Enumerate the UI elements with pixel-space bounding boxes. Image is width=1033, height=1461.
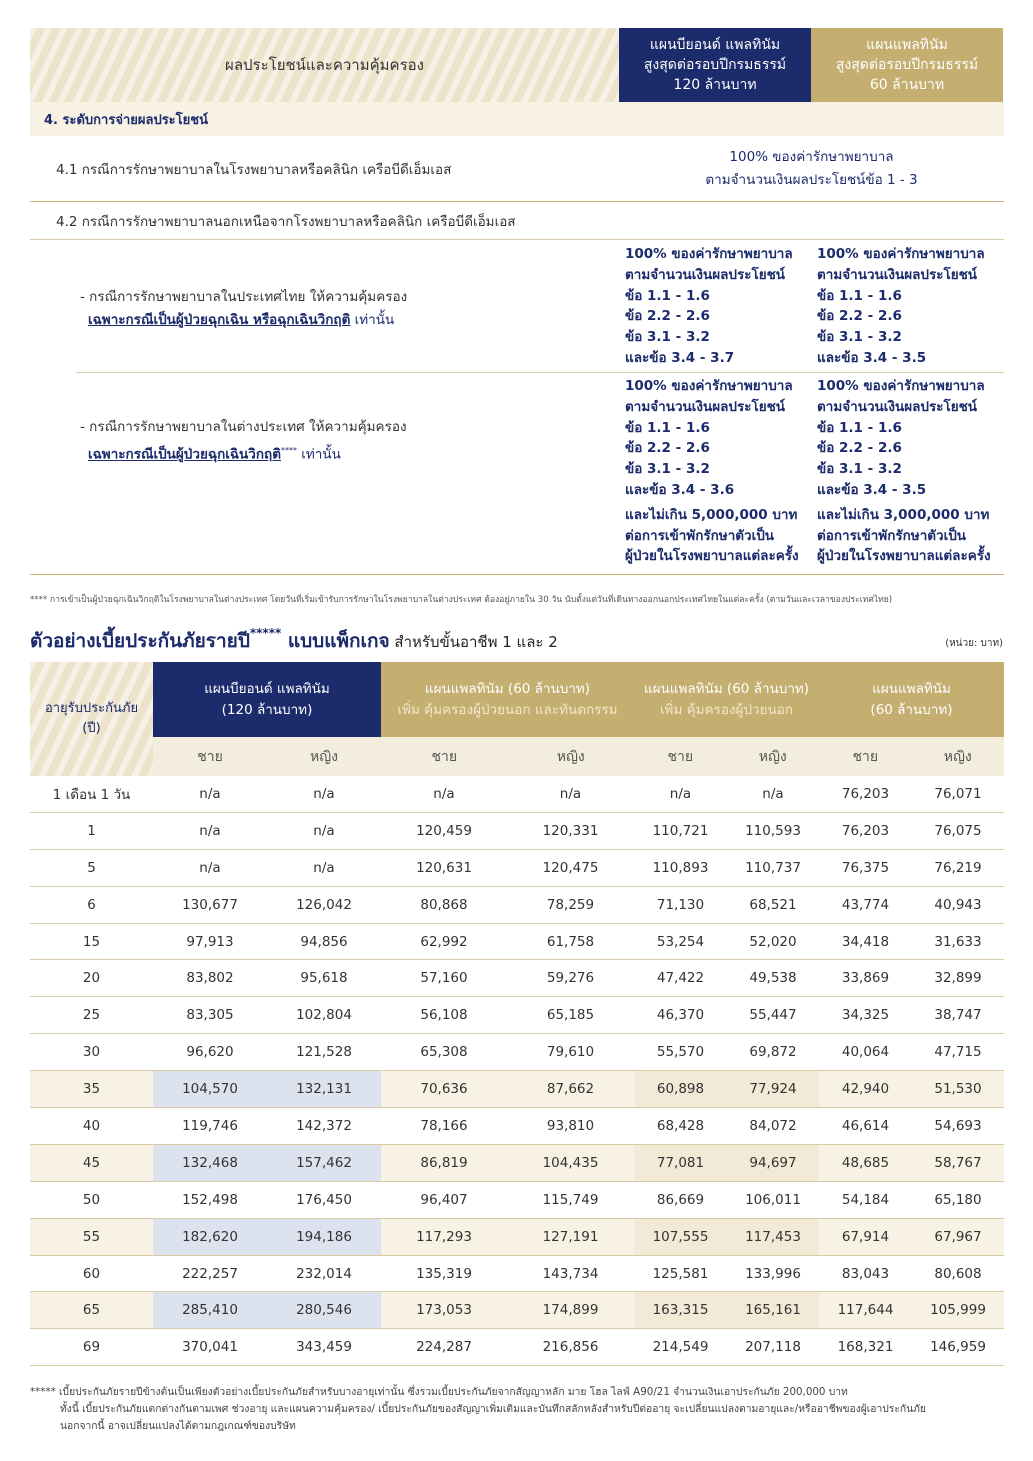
age-header: อายุรับประกันภัย (ปี) <box>30 662 153 776</box>
plan-platinum-header: แผนแพลทินัม สูงสุดต่อรอบปีกรมธรรม์ 60 ล้านบาท <box>811 28 1003 102</box>
table-row <box>30 1256 1004 1293</box>
premium-cell: 120,475 <box>542 859 599 876</box>
premium-cell: 48,685 <box>819 1145 912 1181</box>
premium-cell: 104,570 <box>153 1071 267 1107</box>
premium-cell: 59,276 <box>546 970 595 987</box>
thailand-plan2-detail: 100% ของค่ารักษาพยาบาล ตามจำนวนเงินผลประโยชน์ ข้อ 1.1 - 1.6 ข้อ 2.2 - 2.6 ข้อ 3.1 - 3.2 และข้อ 3.4 - 3.5 <box>817 246 985 366</box>
premium-table-body <box>30 776 1004 1366</box>
premium-cell: 43,774 <box>841 896 890 913</box>
premium-cell: 55,570 <box>656 1044 705 1061</box>
premium-cell: 232,014 <box>296 1265 352 1282</box>
premium-cell: 125,581 <box>652 1265 709 1282</box>
premium-cell: 224,287 <box>416 1339 472 1356</box>
premium-cell: 120,331 <box>542 822 599 839</box>
table-row <box>30 1292 1004 1329</box>
female-header: หญิง <box>310 748 338 765</box>
female-header: หญิง <box>556 748 585 765</box>
premium-cell: 76,203 <box>841 785 890 802</box>
table-row <box>30 1145 1004 1182</box>
age-cell: 50 <box>82 1191 101 1208</box>
premium-cell: 53,254 <box>656 933 705 950</box>
premium-cell: 95,618 <box>300 970 348 987</box>
premium-cell: 67,914 <box>819 1219 912 1255</box>
premium-cell: 62,992 <box>420 933 468 950</box>
premium-cell: 31,633 <box>934 933 982 950</box>
unit-label: (หน่วย: บาท) <box>945 638 1003 649</box>
premium-cell: 76,075 <box>934 822 982 839</box>
premium-cell: 280,546 <box>267 1292 381 1328</box>
age-cell: 6 <box>87 896 96 913</box>
premium-cell: 68,428 <box>656 1117 705 1134</box>
premium-cell: 56,108 <box>420 1007 468 1024</box>
premium-cell: 86,819 <box>381 1145 507 1181</box>
age-cell: 15 <box>82 933 101 950</box>
premium-cell: 86,669 <box>656 1191 705 1208</box>
premium-header <box>30 662 1004 776</box>
abroad-coverage-condition: เฉพาะกรณีเป็นผู้ป่วยฉุกเฉินวิกฤติ <box>88 446 281 463</box>
thailand-coverage-row: - กรณีการรักษาพยาบาลในประเทศไทย ให้ความคุ้มครอง เฉพาะกรณีเป็นผู้ป่วยฉุกเฉิน หรือฉุกเฉินวิกฤติ เท่านั้น 100% ของค่ารักษาพยาบาล ตามจำนวนเงินผลประโยชน์ ข้อ 1.1 - 1.6 ข้อ 2.2 - 2.6 ข้อ 3.1 - 3.2 และข้อ 3.4 - 3.7 100% ของค่ารักษาพยาบาล ตามจำนวนเงินผลประโยชน์ ข้อ 1.1 - 1.6 ข้อ 2.2 - 2.6 ข้อ 3.1 - 3.2 และข้อ 3.4 - 3.5 <box>30 240 1004 373</box>
premium-title: ตัวอย่างเบี้ยประกันภัยรายปี***** แบบแพ็กเกจ สำหรับขั้นอาชีพ 1 และ 2 <box>30 626 558 652</box>
age-cell: 1 <box>87 822 96 839</box>
thailand-coverage-condition: เฉพาะกรณีเป็นผู้ป่วยฉุกเฉิน หรือฉุกเฉินวิกฤติ <box>88 311 351 328</box>
premium-cell: 54,693 <box>934 1117 982 1134</box>
premium-table <box>30 662 1004 1366</box>
age-cell: 35 <box>30 1071 153 1107</box>
premium-cell: 173,053 <box>381 1292 507 1328</box>
premium-cell: 102,804 <box>296 1007 352 1024</box>
premium-cell: n/a <box>313 859 335 876</box>
group-platinum-opd-dental: แผนแพลทินัม (60 ล้านบาท) เพิ่ม คุ้มครองผู้ป่วยนอก และทันตกรรม ชาย หญิง <box>381 662 634 776</box>
premium-cell: n/a <box>669 785 692 802</box>
premium-cell: 343,459 <box>296 1339 352 1356</box>
table-row <box>30 1071 1004 1108</box>
premium-cell: 58,767 <box>912 1145 1004 1181</box>
benefits-footnote: **** การเข้าเป็นผู้ป่วยฉุกเฉินวิกฤติในโรงพยาบาลในต่างประเทศ โดยวันที่เริ่มเข้ารับการรักษาในโรงพยาบาลในต่างประเทศ ต้องอยู่ภายใน 30 วัน นับตั้งแต่วันที่เดินทางออกนอกประเทศไทยในแต่ละครั้ง (ตามวันและเวลาของประเทศไทย) <box>30 595 893 605</box>
premium-cell: 84,072 <box>749 1117 797 1134</box>
premium-cell: 38,747 <box>934 1007 982 1024</box>
premium-cell: 70,636 <box>381 1071 507 1107</box>
premium-cell: 52,020 <box>749 933 797 950</box>
premium-cell: 96,407 <box>420 1191 468 1208</box>
premium-cell: 40,064 <box>841 1044 890 1061</box>
item-4-2-label: 4.2 กรณีการรักษาพยาบาลนอกเหนือจากโรงพยาบาลหรือคลินิก เครือบีดีเอ็มเอส <box>30 202 1004 240</box>
female-header: หญิง <box>758 748 787 765</box>
premium-cell: 65,185 <box>546 1007 595 1024</box>
table-row <box>30 850 1004 887</box>
premium-cell: 42,940 <box>819 1071 912 1107</box>
premium-cell: 83,802 <box>186 970 234 987</box>
premium-cell: 46,370 <box>656 1007 705 1024</box>
section-4-title: 4. ระดับการจ่ายผลประโยชน์ <box>30 102 1004 136</box>
age-cell: 55 <box>30 1219 153 1255</box>
premium-cell: 152,498 <box>182 1191 238 1208</box>
premium-cell: 94,697 <box>727 1145 819 1181</box>
benefits-header-title: ผลประโยชน์และความคุ้มครอง <box>30 28 619 102</box>
premium-footnote: ***** เบี้ยประกันภัยรายปีข้างต้นเป็นเพียงตัวอย่างเบี้ยประกันภัยสำหรับบางอายุเท่านั้น ซึ่งรวมเบี้ยประกันภัยจากสัญญาหลัก มาย โฮล ไลฟ์ A90/21 จำนวนเงินเอาประกันภัย 200,000 บาท ทั้งนี้ เบี้ยประกันภัยแตกต่างกันตามเพศ ช่วงอายุ และแผนความคุ้มครอง/ เบี้ยประกันภัยของสัญญาเพิ่มเติมและบันทึกสลักหลังสำหรับปีต่ออายุ จะเปลี่ยนแปลงตามอายุและ/หรืออาชีพของผู้เอาประกันภัย นอกจากนี้ อาจเปลี่ยนแปลงได้ตามกฎเกณฑ์ของบริษัท <box>30 1386 926 1432</box>
benefits-header <box>30 28 1004 102</box>
premium-cell: 176,450 <box>296 1191 352 1208</box>
premium-cell: 120,631 <box>416 859 472 876</box>
premium-cell: 165,161 <box>727 1292 819 1328</box>
age-cell: 40 <box>82 1117 101 1134</box>
male-header: ชาย <box>431 748 458 765</box>
premium-cell: 110,721 <box>652 822 709 839</box>
premium-cell: 80,868 <box>420 896 468 913</box>
abroad-coverage-row: - กรณีการรักษาพยาบาลในต่างประเทศ ให้ความคุ้มครอง เฉพาะกรณีเป็นผู้ป่วยฉุกเฉินวิกฤติ**** เท่านั้น 100% ของค่ารักษาพยาบาล ตามจำนวนเงินผลประโยชน์ ข้อ 1.1 - 1.6 ข้อ 2.2 - 2.6 ข้อ 3.1 - 3.2 และข้อ 3.4 - 3.6 และไม่เกิน 5,000,000 บาท ต่อการเข้าพักรักษาตัวเป็น ผู้ป่วยในโรงพยาบาลแต่ละครั้ง 100% ของค่ารักษาพยาบาล ตามจำนวนเงินผลประโยชน์ ข้อ 1.1 - 1.6 ข้อ 2.2 - 2.6 ข้อ 3.1 - 3.2 และข้อ 3.4 - 3.5 และไม่เกิน 3,000,000 บาท ต่อการเข้าพักรักษาตัวเป็น ผู้ป่วยในโรงพยาบาลแต่ละครั้ง <box>30 373 1004 575</box>
male-header: ชาย <box>852 748 879 765</box>
table-row <box>30 997 1004 1034</box>
age-cell: 60 <box>82 1265 101 1282</box>
abroad-plan1-detail: 100% ของค่ารักษาพยาบาล ตามจำนวนเงินผลประโยชน์ ข้อ 1.1 - 1.6 ข้อ 2.2 - 2.6 ข้อ 3.1 - 3.2 และข้อ 3.4 - 3.6 และไม่เกิน 5,000,000 บาท ต่อการเข้าพักรักษาตัวเป็น ผู้ป่วยในโรงพยาบาลแต่ละครั้ง <box>625 378 799 565</box>
premium-cell: n/a <box>762 785 784 802</box>
premium-cell: 65,180 <box>934 1191 982 1208</box>
premium-cell: n/a <box>559 785 582 802</box>
premium-cell: 76,203 <box>841 822 890 839</box>
premium-cell: n/a <box>199 822 221 839</box>
age-cell: 1 เดือน 1 วัน <box>52 786 131 803</box>
thailand-coverage-label: - กรณีการรักษาพยาบาลในประเทศไทย ให้ความคุ้มครอง <box>80 288 408 305</box>
male-header: ชาย <box>667 748 694 765</box>
group-platinum: แผนแพลทินัม (60 ล้านบาท) ชาย หญิง <box>819 662 1004 776</box>
premium-cell: 105,999 <box>912 1292 1004 1328</box>
premium-cell: 47,715 <box>934 1044 982 1061</box>
group-platinum-opd: แผนแพลทินัม (60 ล้านบาท) เพิ่ม คุ้มครองผู้ป่วยนอก ชาย หญิง <box>634 662 819 776</box>
benefits-table <box>30 28 1004 575</box>
premium-cell: 34,325 <box>841 1007 890 1024</box>
premium-cell: 60,898 <box>634 1071 727 1107</box>
table-row <box>30 1182 1004 1219</box>
premium-cell: 97,913 <box>186 933 234 950</box>
premium-cell: 115,749 <box>542 1191 599 1208</box>
premium-cell: 119,746 <box>182 1117 238 1134</box>
premium-cell: 146,959 <box>930 1339 986 1356</box>
premium-cell: 77,924 <box>727 1071 819 1107</box>
premium-cell: 157,462 <box>267 1145 381 1181</box>
premium-cell: 132,131 <box>267 1071 381 1107</box>
age-cell: 30 <box>82 1044 101 1061</box>
age-cell: 20 <box>82 970 101 987</box>
premium-cell: n/a <box>199 859 221 876</box>
premium-cell: 96,620 <box>186 1044 234 1061</box>
table-row <box>30 813 1004 850</box>
female-header: หญิง <box>943 748 972 765</box>
premium-cell: n/a <box>199 785 221 802</box>
premium-cell: 110,893 <box>652 859 709 876</box>
premium-cell: 93,810 <box>546 1117 595 1134</box>
premium-cell: 370,041 <box>182 1339 238 1356</box>
premium-cell: 32,899 <box>934 970 982 987</box>
male-header: ชาย <box>197 748 223 765</box>
table-row <box>30 960 1004 997</box>
table-row <box>30 887 1004 924</box>
premium-cell: 207,118 <box>745 1339 801 1356</box>
item-4-1-row <box>30 136 1004 202</box>
premium-cell: n/a <box>433 785 455 802</box>
premium-cell: 33,869 <box>841 970 890 987</box>
premium-cell: 76,375 <box>841 859 890 876</box>
table-row <box>30 1219 1004 1256</box>
premium-cell: 69,872 <box>749 1044 797 1061</box>
age-cell: 25 <box>82 1007 101 1024</box>
premium-cell: 104,435 <box>507 1145 634 1181</box>
premium-cell: 78,166 <box>420 1117 468 1134</box>
premium-cell: 285,410 <box>153 1292 267 1328</box>
table-row <box>30 1329 1004 1366</box>
premium-cell: 117,644 <box>819 1292 912 1328</box>
age-cell: 5 <box>87 859 96 876</box>
premium-cell: 132,468 <box>153 1145 267 1181</box>
premium-cell: 83,305 <box>186 1007 234 1024</box>
premium-cell: 117,453 <box>727 1219 819 1255</box>
premium-cell: 94,856 <box>300 933 348 950</box>
premium-cell: 106,011 <box>745 1191 801 1208</box>
premium-cell: 80,608 <box>934 1265 982 1282</box>
premium-cell: 67,967 <box>912 1219 1004 1255</box>
abroad-coverage-label: - กรณีการรักษาพยาบาลในต่างประเทศ ให้ความคุ้มครอง <box>80 419 407 435</box>
premium-cell: 87,662 <box>507 1071 634 1107</box>
premium-cell: 61,758 <box>546 933 595 950</box>
premium-cell: 194,186 <box>267 1219 381 1255</box>
premium-cell: 57,160 <box>420 970 468 987</box>
premium-cell: 163,315 <box>634 1292 727 1328</box>
thailand-plan1-detail: 100% ของค่ารักษาพยาบาล ตามจำนวนเงินผลประโยชน์ ข้อ 1.1 - 1.6 ข้อ 2.2 - 2.6 ข้อ 3.1 - 3.2 และข้อ 3.4 - 3.7 <box>625 246 793 366</box>
age-cell: 45 <box>30 1145 153 1181</box>
premium-cell: 76,071 <box>934 785 982 802</box>
premium-cell: 174,899 <box>507 1292 634 1328</box>
group-beyond-platinum: แผนบียอนด์ แพลทินัม (120 ล้านบาท) ชาย หญิง <box>153 662 381 776</box>
premium-cell: 76,219 <box>934 859 982 876</box>
premium-cell: 78,259 <box>546 896 595 913</box>
abroad-plan2-detail: 100% ของค่ารักษาพยาบาล ตามจำนวนเงินผลประโยชน์ ข้อ 1.1 - 1.6 ข้อ 2.2 - 2.6 ข้อ 3.1 - 3.2 และข้อ 3.4 - 3.5 และไม่เกิน 3,000,000 บาท ต่อการเข้าพักรักษาตัวเป็น ผู้ป่วยในโรงพยาบาลแต่ละครั้ง <box>817 378 991 565</box>
premium-cell: 121,528 <box>296 1044 352 1061</box>
premium-cell: 133,996 <box>745 1265 801 1282</box>
table-row <box>30 1108 1004 1145</box>
premium-cell: n/a <box>313 822 335 839</box>
premium-cell: 135,319 <box>416 1265 472 1282</box>
premium-cell: 55,447 <box>749 1007 797 1024</box>
premium-cell: 79,610 <box>546 1044 595 1061</box>
table-row <box>30 924 1004 961</box>
table-row <box>30 1034 1004 1071</box>
premium-cell: 216,856 <box>542 1339 599 1356</box>
age-cell: 65 <box>30 1292 153 1328</box>
age-cell: 69 <box>82 1339 101 1356</box>
item-4-1-value: 100% ของค่ารักษาพยาบาล ตามจำนวนเงินผลประโยชน์ข้อ 1 - 3 <box>705 148 918 188</box>
premium-cell: 34,418 <box>841 933 890 950</box>
premium-cell: 110,593 <box>745 822 801 839</box>
premium-cell: 71,130 <box>656 896 705 913</box>
premium-cell: 51,530 <box>912 1071 1004 1107</box>
premium-cell: 143,734 <box>542 1265 599 1282</box>
premium-cell: 182,620 <box>153 1219 267 1255</box>
plan-beyond-platinum-header: แผนบียอนด์ แพลทินัม สูงสุดต่อรอบปีกรมธรรม์ 120 ล้านบาท <box>619 28 811 102</box>
premium-cell: 83,043 <box>841 1265 890 1282</box>
premium-cell: 77,081 <box>634 1145 727 1181</box>
premium-cell: 130,677 <box>182 896 238 913</box>
premium-cell: 107,555 <box>634 1219 727 1255</box>
premium-cell: 47,422 <box>656 970 705 987</box>
premium-cell: 120,459 <box>416 822 472 839</box>
premium-cell: 110,737 <box>745 859 801 876</box>
premium-cell: 126,042 <box>296 896 352 913</box>
premium-cell: 168,321 <box>837 1339 894 1356</box>
premium-cell: 46,614 <box>841 1117 890 1134</box>
premium-cell: 214,549 <box>652 1339 709 1356</box>
premium-cell: 49,538 <box>749 970 797 987</box>
premium-cell: 142,372 <box>296 1117 352 1134</box>
premium-cell: 54,184 <box>841 1191 890 1208</box>
premium-cell: n/a <box>313 785 335 802</box>
premium-cell: 127,191 <box>507 1219 634 1255</box>
premium-cell: 40,943 <box>934 896 982 913</box>
premium-cell: 117,293 <box>381 1219 507 1255</box>
premium-cell: 222,257 <box>182 1265 238 1282</box>
item-4-1-label: 4.1 กรณีการรักษาพยาบาลในโรงพยาบาลหรือคลินิก เครือบีดีเอ็มเอส <box>56 161 452 178</box>
premium-cell: 65,308 <box>420 1044 468 1061</box>
table-row <box>30 776 1004 813</box>
premium-cell: 68,521 <box>749 896 797 913</box>
